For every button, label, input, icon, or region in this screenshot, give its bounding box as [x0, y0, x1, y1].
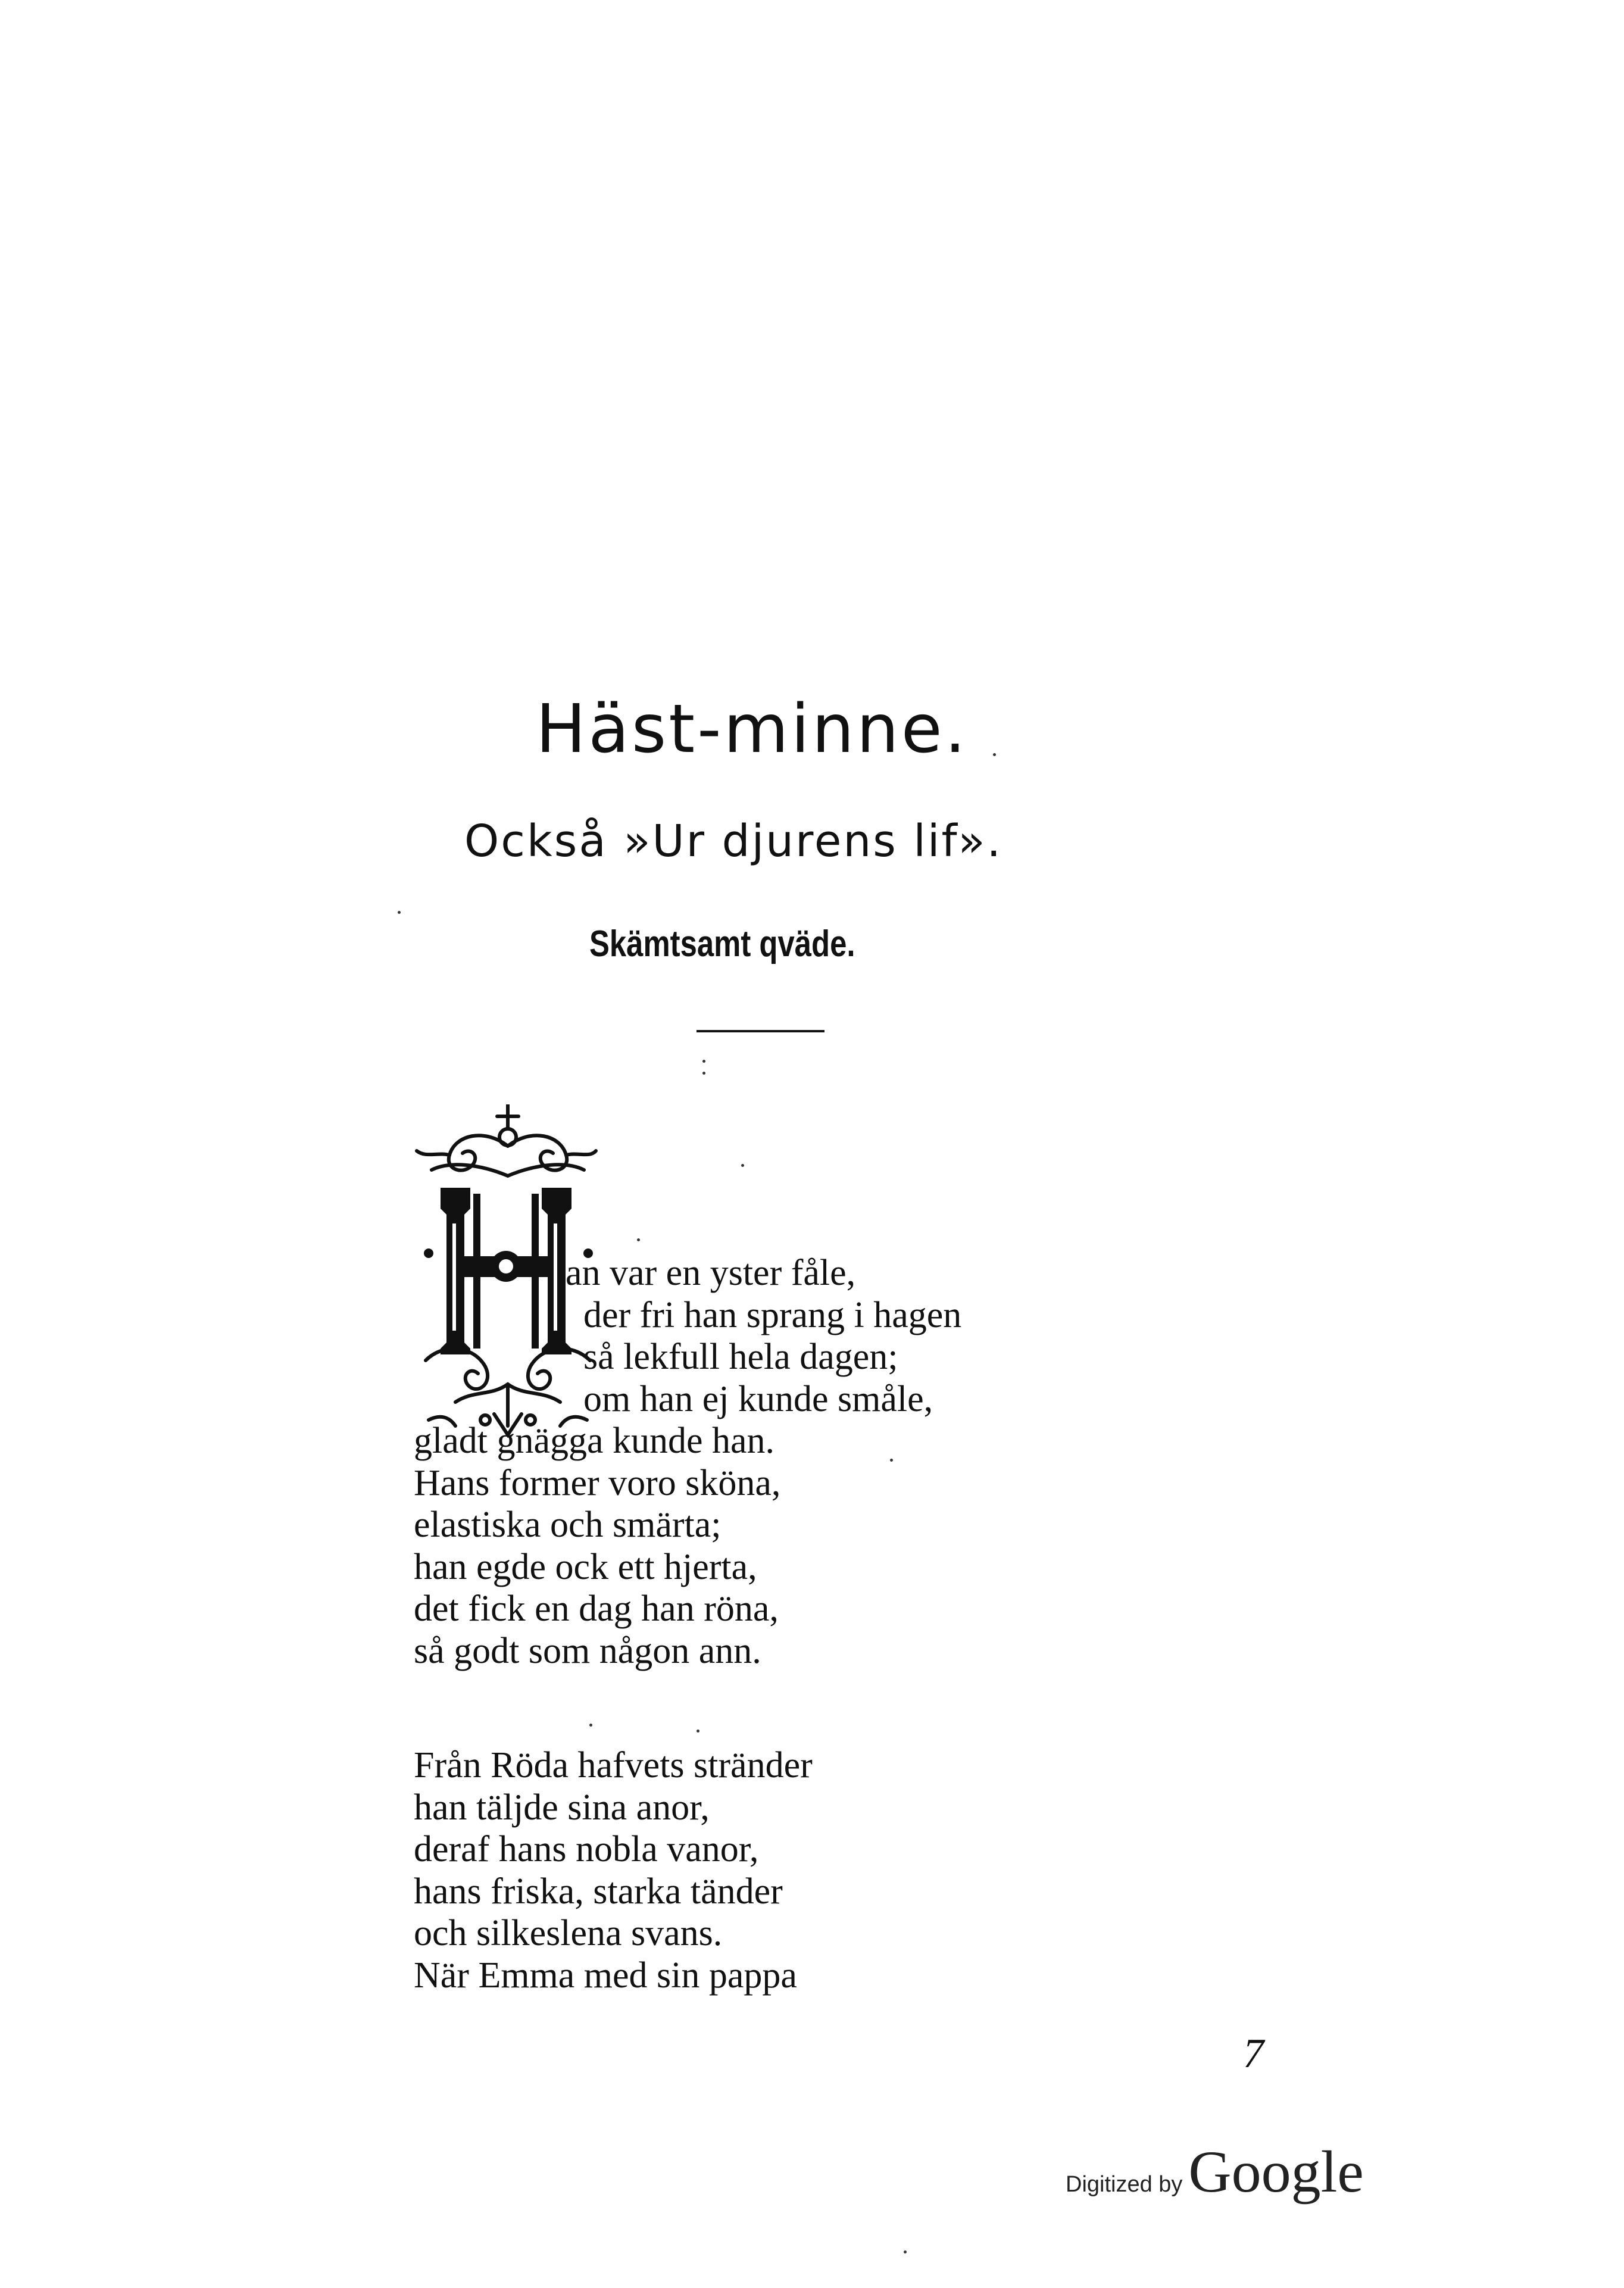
page-number: 7: [1243, 2031, 1264, 2077]
stanza-2: [414, 1744, 813, 1996]
poem-line: så godt som någon ann.: [414, 1630, 761, 1671]
scan-speck: [904, 2250, 907, 2253]
poem-line: hans friska, starka tänder: [414, 1871, 783, 1912]
poem-line: Hans former voro sköna,: [414, 1462, 781, 1503]
poem-line: der fri han sprang i hagen: [583, 1294, 962, 1335]
scan-speck: [589, 1724, 592, 1727]
stanza-1-indented-lines: [566, 1252, 962, 1420]
poem-line: deraf hans nobla vanor,: [414, 1829, 759, 1869]
scan-speck: [637, 1238, 640, 1241]
poem-line: Från Röda hafvets stränder: [414, 1745, 813, 1786]
scan-speck: [398, 911, 401, 914]
poem-line: om han ej kunde småle,: [583, 1378, 933, 1419]
scan-speck: [741, 1164, 744, 1167]
scan-speck: [702, 1060, 705, 1063]
scan-speck: [697, 1730, 699, 1733]
poem-genre: Skämtsamt qväde.: [589, 923, 855, 964]
poem-line: elastiska och smärta;: [414, 1504, 722, 1545]
poem-line: och silkeslena svans.: [414, 1913, 723, 1953]
scan-speck: [702, 1072, 705, 1075]
poem-title: Häst-minne.: [536, 691, 969, 768]
poem-line: gladt gnägga kunde han.: [414, 1421, 775, 1461]
scan-speck: [993, 753, 996, 756]
poem-line: an var en yster fåle,: [566, 1253, 856, 1293]
poem-line: han egde ock ett hjerta,: [414, 1546, 757, 1587]
poem-line: När Emma med sin pappa: [414, 1955, 797, 1996]
google-logo: Google: [1188, 2139, 1364, 2205]
poem-line: så lekfull hela dagen;: [583, 1337, 898, 1377]
poem-line: han täljde sina anor,: [414, 1787, 710, 1828]
stanza-1-full-lines: [414, 1420, 780, 1672]
poem-line: det fick en dag han röna,: [414, 1588, 779, 1629]
poem-subtitle: Också »Ur djurens lif».: [464, 816, 1002, 867]
digitized-by-label: Digitized by: [1066, 2172, 1183, 2197]
divider-rule: [697, 1030, 825, 1032]
digitized-by-watermark: [1066, 2137, 1364, 2206]
scan-speck: [890, 1459, 893, 1462]
